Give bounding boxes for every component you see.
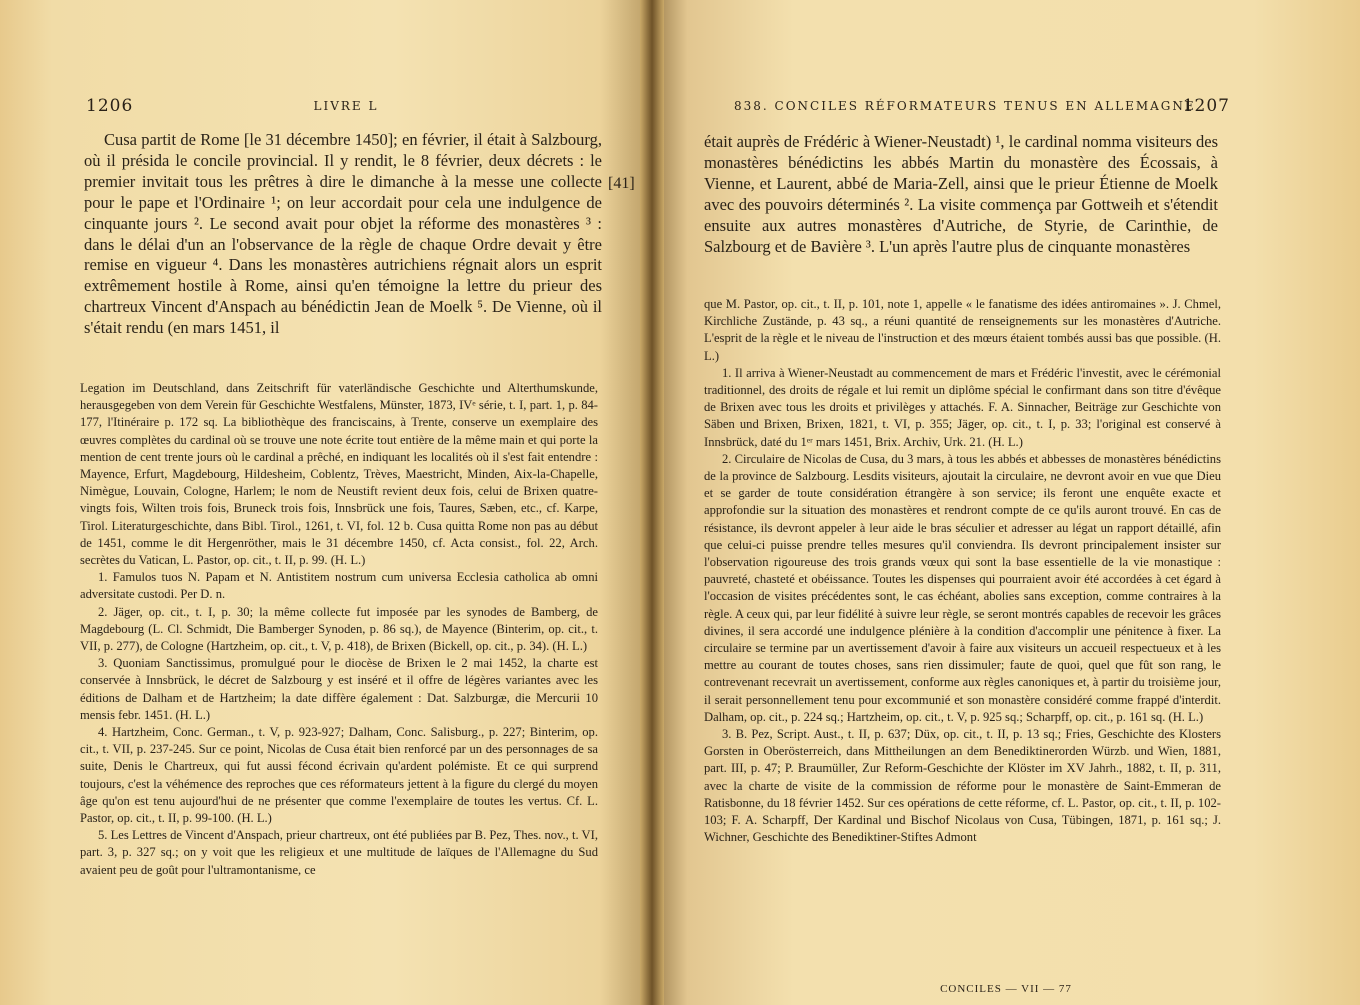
margin-marker: [41] [608,175,635,192]
left-note-3: 3. Quoniam Sanctissimus, promulgué pour le diocèse de Brixen le 2 mai 1452, la charte est conservée à Innsbrück, le décret de Salzbourg y est inséré et il offre de légères variantes avec les éditions de Dalham et de Hartzheim; la date diffère également : Dat. Salzburgæ, die Mercurii 10 mensis febr. 1451. (H. L.) [80,656,598,722]
right-main-text [704,132,1218,257]
signature-footer: CONCILES — VII — 77 [940,983,1072,995]
right-footnotes [704,296,1221,847]
left-page-number: 1206 [86,96,134,116]
left-page [0,0,652,1005]
right-note-continued: que M. Pastor, op. cit., t. II, p. 101, note 1, appelle « le fanatisme des idées antiromaines ». J. Chmel, Kirchliche Zustände, p. 43 sq., a réuni quantité de renseignements sur les monastères d'Autriche. L'esprit de la règle et le niveau de l'instruction et des mœurs étaient tombés aussi bas que possible. (H. L.) [704,297,1221,363]
left-footnotes [80,380,598,879]
left-main-text [84,130,602,339]
left-note-1: 1. Famulos tuos N. Papam et N. Antistitem nostrum cum universa Ecclesia catholica ab omni adversitate custodi. Per D. n. [80,570,598,602]
right-note-1: 1. Il arriva à Wiener-Neustadt au commencement de mars et Frédéric l'investit, avec le cérémonial traditionnel, des droits de régale et lui remit un diplôme spécial le confirmant dans son titre d'évêque de Brixen avec tous les droits et privilèges y attachés. F. A. Sinnacher, Beiträge zur Geschichte von Säben und Brixen, Brixen, 1821, t. VI, p. 355; Jäger, op. cit., t. I, p. 33; l'original est conservé à Innsbrück, daté du 1ᵉʳ mars 1451, Brix. Archiv, Urk. 21. (H. L.) [704,365,1221,449]
left-note-2: 2. Jäger, op. cit., t. I, p. 30; la même collecte fut imposée par les synodes de Bamberg, de Magdebourg (L. Cl. Schmidt, Die Bamberger Synoden, p. 86 sq.), de Mayence (Binterim, op. cit., t. VII, p. 277), de Cologne (Hartzheim, op. cit., t. V, p. 418), de Brixen (Bickell, op. cit., p. 34). (H. L.) [80,604,598,654]
right-main-paragraph: était auprès de Frédéric à Wiener-Neustadt) ¹, le cardinal nomma visiteurs des monastères bénédictins les abbés Martin du monastère des Écossais, à Vienne, et Laurent, abbé de Maria-Zell, ainsi que le prieur Étienne de Moelk avec des pouvoirs déterminés ². La visite commença par Gottweih et s'étendit ensuite aux autres monastères d'Autriche, de Styrie, de Carinthie, de Salzbourg et de Bavière ³. L'un après l'autre plus de cinquante monastères [704,132,1218,256]
left-running-title: LIVRE L [313,99,379,113]
right-page [652,0,1360,1005]
left-note-continued: Legation im Deutschland, dans Zeitschrift für vaterländische Geschichte und Alterthumskunde, herausgegeben von dem Verein für Geschichte Westfalens, Münster, 1873, IVᵉ série, t. I, part. 1, p. 84-177, l'Itinéraire p. 172 sq. La bibliothèque des franciscains, à Trente, conserve un exemplaire des œuvres complètes du cardinal où se trouve une note écrite tout entière de la même main et qui porte la mention de cent trente jours où le cardinal a prêché, en indiquant les localités où il s'est fait entendre : Mayence, Erfurt, Magdebourg, Hildesheim, Coblentz, Trèves, Maestricht, Minden, Aix-la-Chapelle, Nimègue, Louvain, Cologne, Harlem; le nom de Neustift revient deux fois, celui de Brixen quatre-vingts fois, Wilten trois fois, Bruneck trois fois, Innsbrück une fois, Taures, Sæben, etc., cf. Karpe, Tirol. Literaturgeschichte, dans Bibl. Tirol., 1261, t. VI, fol. 12 b. Cusa quitta Rome non pas au début de 1451, comme le dit Hergenröther, mais le 31 décembre 1450, cf. Acta consist., fol. 22, Arch. secrètes du Vatican, L. Pastor, op. cit., t. II, p. 99. (H. L.) [80,381,598,568]
right-note-3: 3. B. Pez, Script. Aust., t. II, p. 637; Düx, op. cit., t. II, p. 13 sq.; Fries, Geschichte des Klosters Gorsten in Oberösterreich, dans Mittheilungen an dem Benediktinerorden Würzb. und Wien, 1881, part. III, p. 47; P. Braumüller, Zur Reform-Geschichte der Klöster im XV Jahrh., 1882, t. II, p. 311, avec la charte de visite de la commission de réforme pour le monastère de Saint-Emmeran de Ratisbonne, du 18 février 1452. Sur ces opérations de cette réforme, cf. L. Pastor, op. cit., t. II, p. 102-103; F. A. Scharpff, Der Kardinal und Bischof Nicolaus von Cusa, Tübingen, 1871, p. 161 sq.; J. Wichner, Geschichte des Benediktiner-Stiftes Admont [704,727,1221,845]
book-gutter [640,0,664,1005]
left-note-5: 5. Les Lettres de Vincent d'Anspach, prieur chartreux, ont été publiées par B. Pez, Thes. nov., t. VI, part. 3, p. 327 sq.; on y voit que les religieux et une multitude de laïques de l'Allemagne du Sud avaient peu de goût pour l'ultramontanisme, ce [80,828,598,877]
right-running-title: 838. CONCILES RÉFORMATEURS TENUS EN ALLEMAGNE [734,99,1196,113]
left-main-paragraph: Cusa partit de Rome [le 31 décembre 1450]; en février, il était à Salzbourg, où il présida le concile provincial. Il y rendit, le 8 février, deux décrets : le premier invitait tous les prêtres à dire le dimanche à la messe une collecte pour le pape et l'Ordinaire ¹; on leur accordait pour cela une indulgence de cinquante jours ². Le second avait pour objet la réforme des monastères ³ : dans le délai d'un an l'observance de la règle de chaque Ordre devait y être remise en vigueur ⁴. Dans les monastères autrichiens régnait alors un esprit extrêmement hostile à Rome, ainsi qu'en témoigne la lettre du prieur des chartreux Vincent d'Anspach au bénédictin Jean de Moelk ⁵. De Vienne, où il s'était rendu (en mars 1451, il [84,130,602,338]
right-page-number: 1207 [1182,96,1230,116]
right-note-2: 2. Circulaire de Nicolas de Cusa, du 3 mars, à tous les abbés et abbesses de monastères bénédictins de la province de Salzbourg. Lesdits visiteurs, ajoutait la circulaire, ne devront avoir en vue que Dieu et se garder de toute considération étrangère à son service; ils feront une enquête exacte et approfondie sur la situation des monastères et rendront compte de ce qu'ils auront trouvé. En cas de résistance, ils devront appeler à leur aide le bras séculier et adresser au légat un rapport détaillé, afin que celui-ci puisse prendre telles mesures qu'il conviendra. Ils devront principalement insister sur l'observation rigoureuse des trois grands vœux qui sont la base essentielle de la vie monastique : pauvreté, chasteté et obéissance. Toutes les dispenses qui pourraient avoir été accordées à cet égard à l'occasion de visites précédentes sont, le cas échéant, abolies sans exception, comme contraires à la règle. A ceux qui, par leur fidélité à suivre leur règle, se seront montrés capables de recevoir les grâces divines, il sera accordé une indulgence plénière à la condition d'accomplir une pénitence à fixer. La circulaire se termine par un avertissement d'avoir à faire aux visiteurs un accueil respectueux et à les mettre au courant de toutes choses, sans rien dissimuler; faute de quoi, quel que fût son rang, le contrevenant recevrait un avertissement, conforme aux règles canoniques et, à partir du troisième jour, il serait personnellement tenu pour excommunié et son monastère considéré comme frappé d'interdit. Dalham, op. cit., p. 224 sq.; Hartzheim, op. cit., t. V, p. 925 sq.; Scharpff, op. cit., p. 161 sq. (H. L.) [704,451,1221,724]
left-note-4: 4. Hartzheim, Conc. German., t. V, p. 923-927; Dalham, Conc. Salisburg., p. 227; Binterim, op. cit., t. VII, p. 237-245. Sur ce point, Nicolas de Cusa était bien renforcé par un des personnages de sa suite, Denis le Chartreux, qui fut aussi fécond écrivain qu'ardent polémiste. Et ce qui surprend toujours, c'est la véhémence des reproches que ces réformateurs jettent à la figure du clergé du moyen âge qu'on est tenu aujourd'hui de ne présenter que comme l'exemplaire de toutes les vertus. Cf. L. Pastor, op. cit., t. II, p. 99-100. (H. L.) [80,725,598,826]
